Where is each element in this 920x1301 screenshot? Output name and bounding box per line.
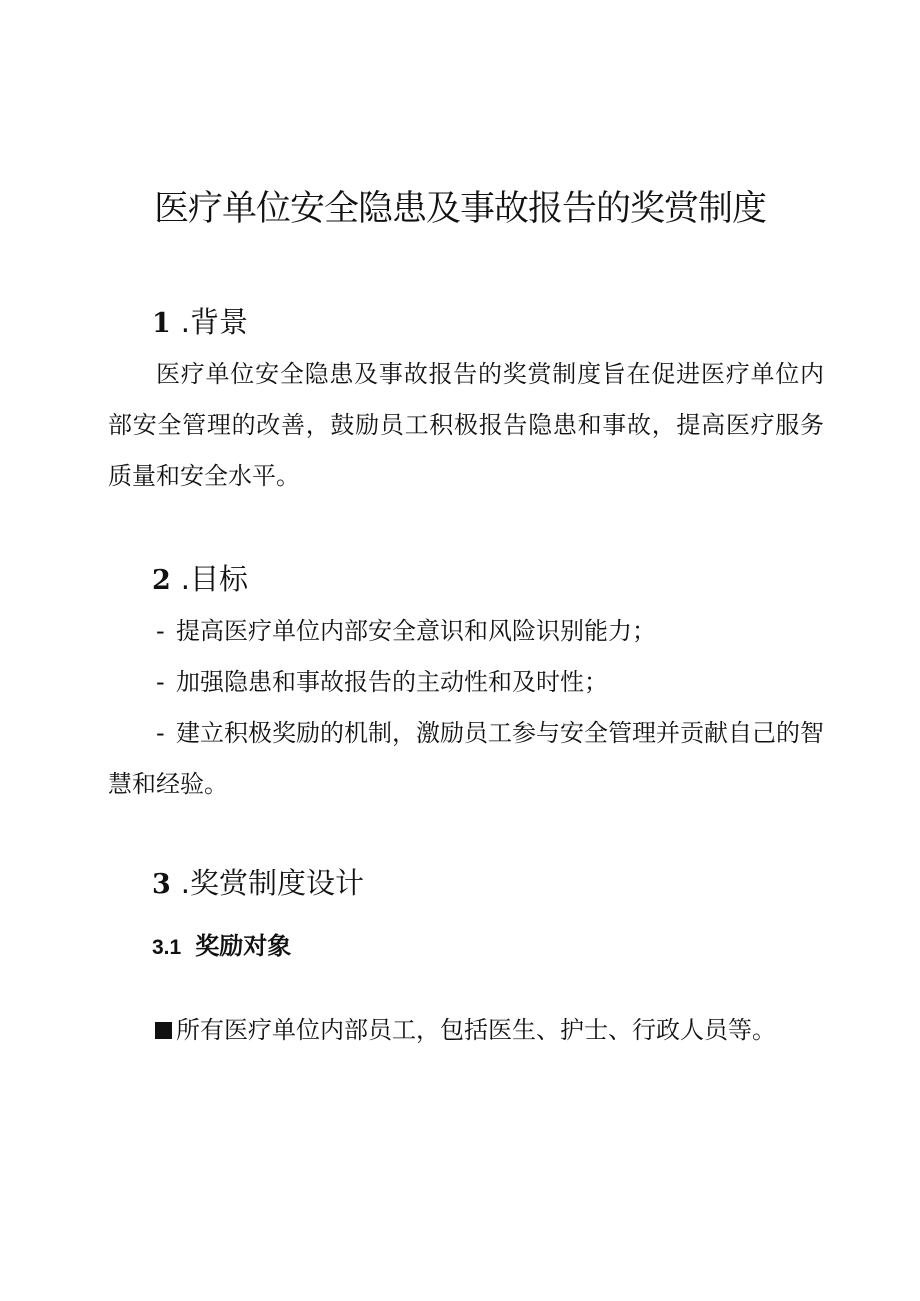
subsection-title: 奖励对象 bbox=[195, 932, 292, 960]
bullet-marker: - bbox=[156, 668, 165, 696]
section-number: 3 bbox=[152, 869, 171, 900]
subsection-number: 3.1 bbox=[152, 936, 182, 959]
background-paragraph: 医疗单位安全隐患及事故报告的奖赏制度旨在促进医疗单位内部安全管理的改善，鼓励员工积极报告隐患和事故，提高医疗服务质量和安全水平。 bbox=[108, 360, 824, 490]
section-heading-goals bbox=[152, 560, 248, 600]
section-number: 2 bbox=[152, 565, 171, 596]
section-number: 1 bbox=[152, 308, 171, 339]
reward-target-text: 所有医疗单位内部员工，包括医生、护士、行政人员等。 bbox=[176, 1016, 776, 1044]
subsection-heading-reward-target bbox=[152, 930, 291, 964]
document-title: 医疗单位安全隐患及事故报告的奖赏制度 bbox=[153, 189, 766, 229]
goal-item bbox=[108, 606, 824, 657]
reward-target-item bbox=[155, 1010, 776, 1050]
goal-item bbox=[108, 708, 824, 810]
goal-text: 加强隐患和事故报告的主动性和及时性； bbox=[176, 668, 608, 696]
goal-text: 建立积极奖励的机制，激励员工参与安全管理并贡献自己的智慧和经验。 bbox=[108, 719, 824, 798]
section-title: .背景 bbox=[180, 305, 249, 339]
goal-item bbox=[108, 657, 824, 708]
section-title: .目标 bbox=[180, 562, 249, 596]
section-title: .奖赏制度设计 bbox=[180, 866, 365, 900]
section-heading-background bbox=[152, 303, 248, 343]
bullet-marker: - bbox=[156, 617, 165, 645]
section-heading-reward-design bbox=[152, 864, 364, 904]
bullet-marker: - bbox=[156, 719, 165, 747]
goal-text: 提高医疗单位内部安全意识和风险识别能力； bbox=[176, 617, 656, 645]
square-bullet-icon bbox=[155, 1022, 172, 1039]
